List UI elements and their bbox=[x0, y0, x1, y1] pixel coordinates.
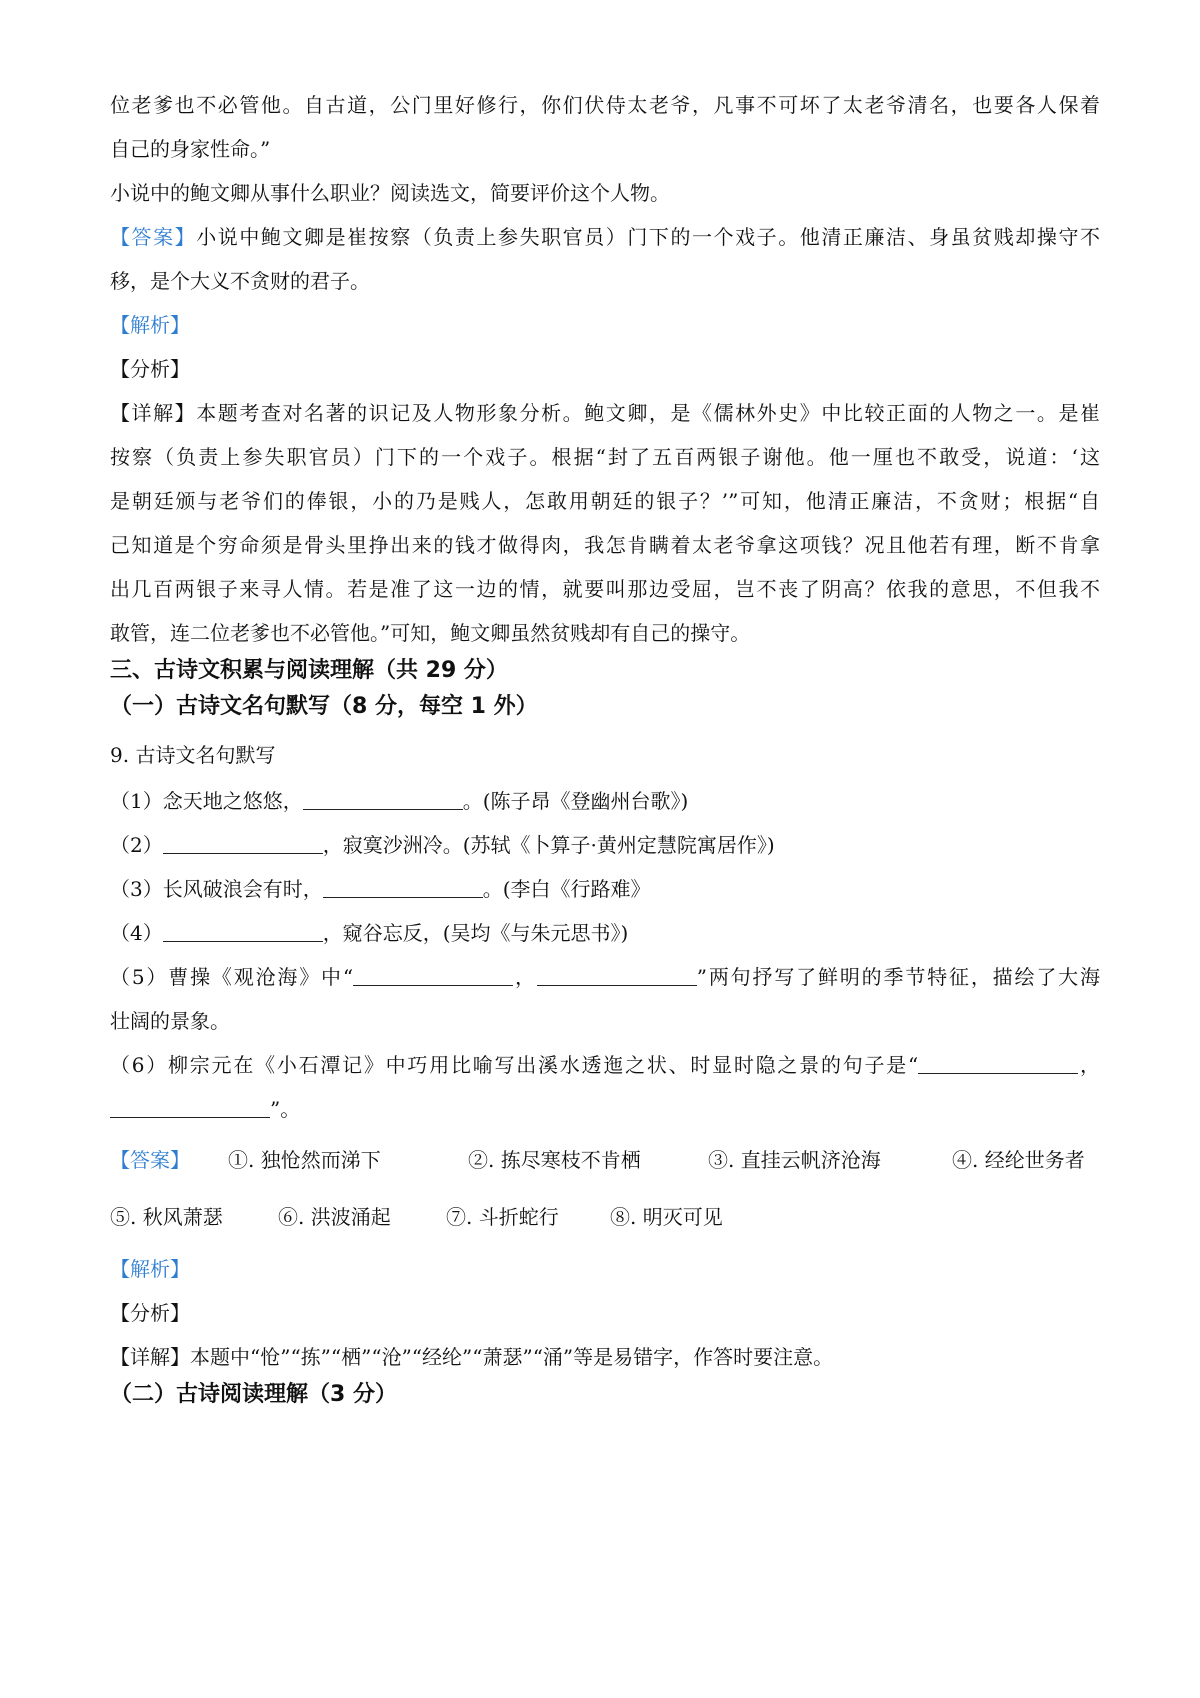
fenxi-tag: 【分析】 bbox=[110, 1301, 190, 1325]
detail-line bbox=[110, 398, 1100, 428]
passage-line: 自己的身家性命。” bbox=[110, 137, 271, 161]
answer-item: ⑧. 明灭可见 bbox=[610, 1205, 723, 1229]
jiexi-tag: 【解析】 bbox=[110, 1257, 190, 1281]
passage-line: 位老爹也不必管他。自古道，公门里好修行，你们伏侍太老爷，凡事不可坏了太老爷清名，也要各人保着 bbox=[110, 93, 1100, 117]
answer-line bbox=[110, 222, 1100, 252]
item-text: 曹操《观沧海》中“ bbox=[168, 965, 354, 989]
subsection-1-heading: （一）古诗文名句默写（8 分，每空 1 外） bbox=[110, 694, 538, 719]
item-text: 柳宗元在《小石潭记》中巧用比喻写出溪水透迤之状、时显时隐之景的句子是“ bbox=[168, 1053, 919, 1077]
subsection-2-heading: （二）古诗阅读理解（3 分） bbox=[110, 1382, 397, 1407]
fill-blank[interactable] bbox=[537, 967, 697, 986]
detail-line: 己知道是个穷命须是骨头里挣出来的钱才做得肉，我怎肯瞒着太老爷拿这项钱？况且他若有理，断不肯拿 bbox=[110, 533, 1100, 557]
item-label: （6） bbox=[110, 1053, 169, 1077]
fenxi-tag: 【分析】 bbox=[110, 357, 190, 381]
fill-item-6 bbox=[110, 1050, 1100, 1080]
answer-tag: 【答案】 bbox=[110, 225, 197, 249]
item-label: （4） bbox=[110, 921, 163, 945]
answer-item: ⑤. 秋风萧瑟 bbox=[110, 1205, 223, 1229]
detail-line: 出几百两银子来寻人情。若是准了这一边的情，就要叫那边受屈，岂不丧了阴高？依我的意思，不但我不 bbox=[110, 577, 1100, 601]
xiangjie-tag: 【详解】 bbox=[110, 1345, 190, 1369]
answer-item: ④. 经纶世务者 bbox=[952, 1148, 1085, 1172]
item-text: ，寂寞沙洲冷。(苏轼《卜算子·黄州定慧院寓居作》) bbox=[322, 833, 775, 857]
item-text: 长风破浪会有时， bbox=[162, 877, 323, 901]
answer-item: ②. 拣尽寒枝不肯栖 bbox=[468, 1148, 641, 1172]
fill-blank[interactable] bbox=[163, 923, 323, 942]
fill-item-3 bbox=[110, 874, 1100, 904]
item-text: ， bbox=[1078, 1053, 1100, 1077]
item-text: 。(李白《行路难》 bbox=[482, 877, 651, 901]
detail-line bbox=[110, 1342, 1100, 1372]
fill-blank[interactable] bbox=[353, 967, 513, 986]
answer-item: ①. 独怆然而涕下 bbox=[228, 1148, 381, 1172]
item-text: ，窥谷忘反，(吴均《与朱元思书》) bbox=[322, 921, 629, 945]
xiangjie-tag: 【详解】 bbox=[110, 401, 197, 425]
fill-blank[interactable] bbox=[303, 791, 463, 810]
answer-tag: 【答案】 bbox=[110, 1148, 190, 1172]
answer-line: 移，是个大义不贪财的君子。 bbox=[110, 269, 370, 293]
item-text: ”。 bbox=[270, 1097, 301, 1121]
section-3-heading: 三、古诗文积累与阅读理解（共 29 分） bbox=[110, 658, 508, 683]
item-label: （3） bbox=[110, 877, 163, 901]
item-text: 念天地之悠悠， bbox=[162, 789, 303, 813]
answer-item: ⑦. 斗折蛇行 bbox=[446, 1205, 559, 1229]
detail-text: 本题中“怆”“拣”“栖”“沧”“经纶”“萧瑟”“涌”等是易错字，作答时要注意。 bbox=[190, 1345, 834, 1369]
item-text: 。(陈子昂《登幽州台歌》) bbox=[462, 789, 689, 813]
fill-item-6-cont bbox=[110, 1094, 1100, 1124]
fill-blank[interactable] bbox=[110, 1099, 270, 1118]
answer-item: ⑥. 洪波涌起 bbox=[278, 1205, 391, 1229]
item-text: ”两句抒写了鲜明的季节特征，描绘了大海 bbox=[696, 965, 1101, 989]
jiexi-tag: 【解析】 bbox=[110, 313, 190, 337]
item-label: （5） bbox=[110, 965, 169, 989]
detail-line: 是朝廷颁与老爷们的俸银，小的乃是贱人，怎敢用朝廷的银子？’”可知，他清正廉洁，不贪财；根据“自 bbox=[110, 489, 1100, 513]
fill-blank[interactable] bbox=[918, 1055, 1078, 1074]
question-8-text: 小说中的鲍文卿从事什么职业？阅读选文，简要评价这个人物。 bbox=[110, 181, 670, 205]
detail-text: 本题考查对名著的识记及人物形象分析。鲍文卿，是《儒林外史》中比较正面的人物之一。是崔 bbox=[196, 401, 1101, 425]
fill-item-5-cont: 壮阔的景象。 bbox=[110, 1009, 230, 1033]
fill-item-4 bbox=[110, 918, 1100, 948]
fill-blank[interactable] bbox=[323, 879, 483, 898]
answer-text: 小说中鲍文卿是崔按察（负责上参失职官员）门下的一个戏子。他清正廉洁、身虽贫贱却操守不 bbox=[196, 225, 1101, 249]
fill-blank[interactable] bbox=[163, 835, 323, 854]
fill-item-5 bbox=[110, 962, 1100, 992]
item-label: （1） bbox=[110, 789, 163, 813]
fill-item-2 bbox=[110, 830, 1100, 860]
item-text: ， bbox=[513, 965, 537, 989]
answer-item: ③. 直挂云帆济沧海 bbox=[708, 1148, 881, 1172]
fill-item-1 bbox=[110, 786, 1100, 816]
detail-line: 敢管，连二位老爹也不必管他。”可知，鲍文卿虽然贫贱却有自己的操守。 bbox=[110, 621, 751, 645]
item-label: （2） bbox=[110, 833, 163, 857]
detail-line: 按察（负责上参失职官员）门下的一个戏子。根据“封了五百两银子谢他。他一厘也不敢受，说道：‘这 bbox=[110, 445, 1100, 469]
question-9-title: 9. 古诗文名句默写 bbox=[110, 743, 276, 767]
